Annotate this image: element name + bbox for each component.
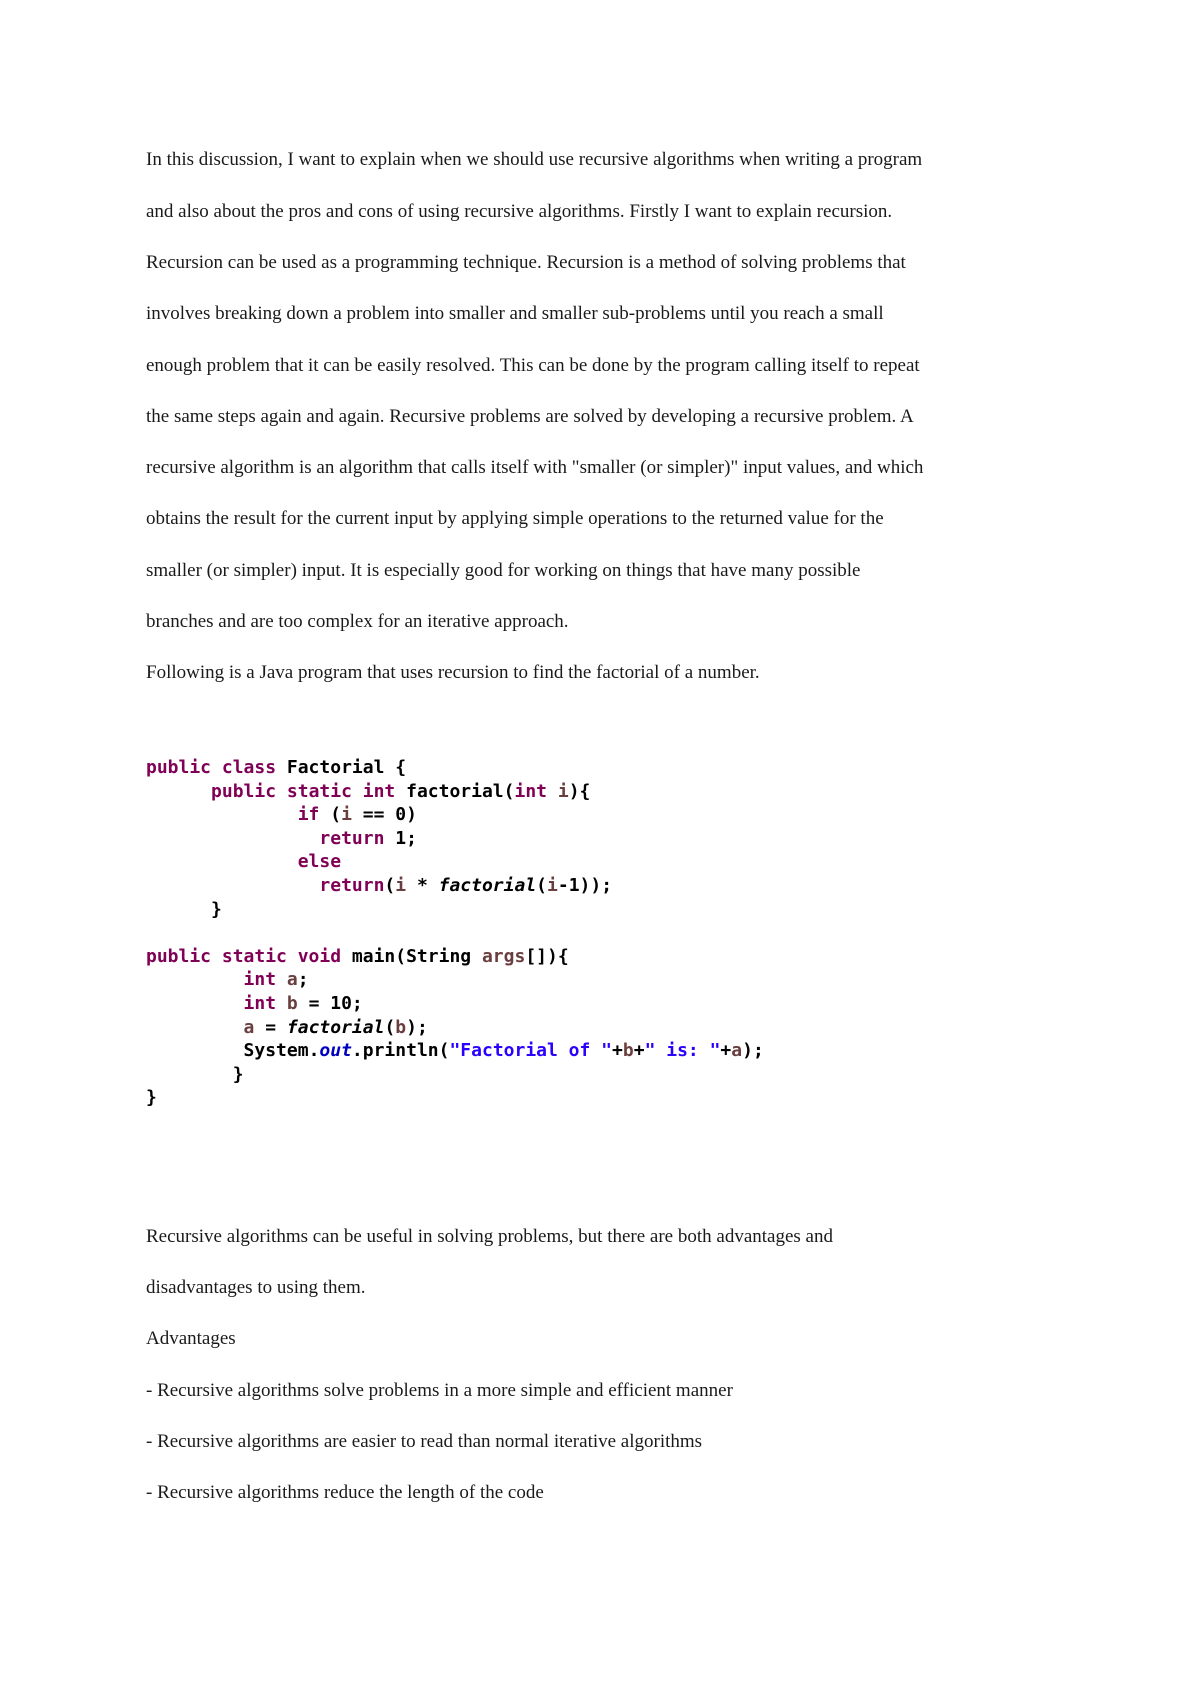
code-line: int a;	[243, 969, 309, 991]
paragraph-line: Recursive algorithms can be useful in solving problems, but there are both advantages and	[146, 1226, 833, 1247]
code-line: public static void main(String args[]){	[146, 945, 569, 967]
paragraph-line: recursive algorithm is an algorithm that calls itself with "smaller (or simpler)" input values, and which	[146, 457, 924, 478]
java-code-block	[146, 756, 764, 1110]
code-line: System.out.println("Factorial of "+b+" is: "+a);	[243, 1040, 764, 1062]
paragraph-line: Recursion can be used as a programming technique. Recursion is a method of solving problems that	[146, 252, 906, 273]
paragraph-line: disadvantages to using them.	[146, 1277, 366, 1298]
list-item: - Recursive algorithms are easier to read than normal iterative algorithms	[146, 1431, 703, 1452]
paragraph-line: obtains the result for the current input by applying simple operations to the returned value for the	[146, 508, 884, 529]
code-line: int b = 10;	[243, 992, 363, 1014]
paragraph-line: involves breaking down a problem into smaller and smaller sub-problems until you reach a small	[146, 303, 884, 324]
code-line: }	[146, 1087, 157, 1109]
code-line: if (i == 0)	[297, 804, 417, 826]
code-line: }	[232, 1063, 244, 1085]
paragraph-line: and also about the pros and cons of using recursive algorithms. Firstly I want to explain recursion.	[146, 201, 893, 222]
list-item: - Recursive algorithms solve problems in a more simple and efficient manner	[146, 1380, 733, 1401]
code-line: else	[297, 851, 342, 873]
code-intro-line: Following is a Java program that uses recursion to find the factorial of a number.	[146, 662, 760, 683]
list-item: - Recursive algorithms reduce the length of the code	[146, 1482, 544, 1503]
code-line: return 1;	[319, 827, 417, 849]
code-line: public class Factorial {	[146, 757, 407, 778]
paragraph-line: smaller (or simpler) input. It is especially good for working on things that have many possible	[146, 560, 861, 581]
code-line: return(i * factorial(i-1));	[319, 874, 613, 896]
code-line: public static int factorial(int i){	[211, 780, 591, 802]
code-line: }	[211, 898, 222, 920]
section-heading-advantages: Advantages	[146, 1328, 236, 1349]
paragraph-line: enough problem that it can be easily resolved. This can be done by the program calling itself to repeat	[146, 355, 920, 376]
paragraph-line: branches and are too complex for an iterative approach.	[146, 611, 569, 632]
paragraph-line: In this discussion, I want to explain when we should use recursive algorithms when writing a program	[146, 149, 923, 170]
paragraph-line: the same steps again and again. Recursive problems are solved by developing a recursive problem. A	[146, 406, 914, 427]
code-line: a = factorial(b);	[243, 1016, 428, 1038]
